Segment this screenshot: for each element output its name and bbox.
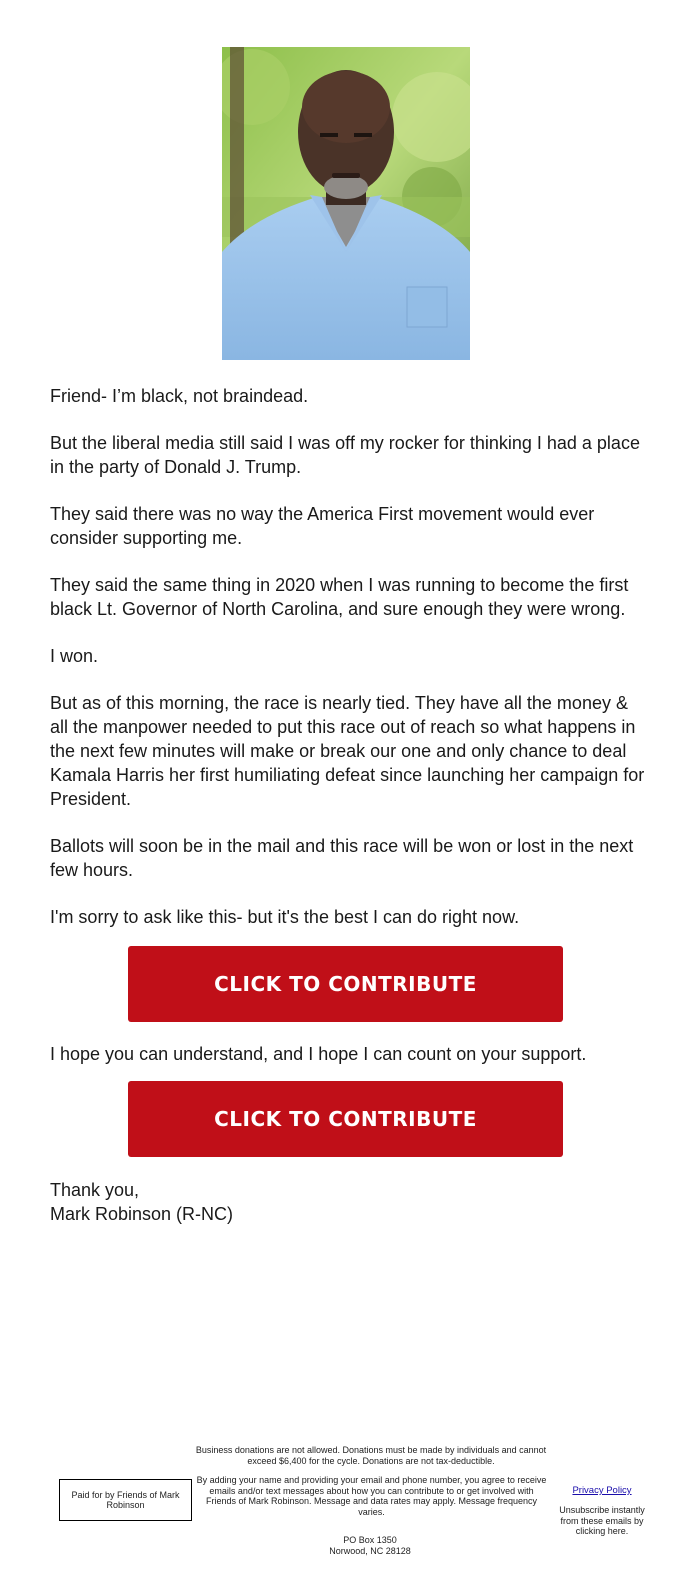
contribute-button[interactable]: CLICK TO CONTRIBUTE (128, 1081, 563, 1157)
unsubscribe-link[interactable]: Unsubscribe instantly from these emails by clicking here. (559, 1505, 645, 1536)
privacy-policy-link[interactable]: Privacy Policy (572, 1485, 632, 1496)
paragraph: I hope you can understand, and I hope I can count on your support. (50, 1044, 587, 1064)
paragraph: But as of this morning, the race is nearly tied. They have all the money & all the manpower needed to put this race out of reach so what happens in the next few minutes will make or break our one and only chance to deal Kamala Harris her first humiliating defeat since launching her campaign for President. (50, 693, 645, 809)
mailing-address (270, 1535, 470, 1556)
address-line: Norwood, NC 28128 (329, 1545, 411, 1556)
signoff-thanks: Thank you, (50, 1180, 140, 1200)
donation-notice: Business donations are not allowed. Donations must be made by individuals and cannot exceed $6,400 for the cycle. Donations are not tax-deductible. (195, 1445, 547, 1466)
paragraph: I'm sorry to ask like this- but it's the best I can do right now. (50, 907, 520, 927)
signoff (50, 1178, 650, 1226)
paragraph: They said the same thing in 2020 when I was running to become the first black Lt. Governor of North Carolina, and sure enough they were wrong. (50, 575, 629, 619)
paragraph: Ballots will soon be in the mail and this race will be won or lost in the next few hours. (50, 836, 634, 880)
consent-notice: By adding your name and providing your email and phone number, you agree to receive emails and/or text messages about how you can contribute to or get involved with Friends of Mark Robinson. Message and data rates may apply. Message frequency varies. (196, 1475, 547, 1517)
signoff-name: Mark Robinson (R-NC) (50, 1204, 234, 1224)
paragraph: They said there was no way the America First movement would ever consider supporting me. (50, 504, 595, 548)
candidate-photo (222, 47, 470, 360)
paragraph: But the liberal media still said I was off my rocker for thinking I had a place in the party of Donald J. Trump. (50, 433, 640, 477)
paragraph: I won. (50, 646, 99, 666)
contribute-button[interactable]: CLICK TO CONTRIBUTE (128, 946, 563, 1022)
paid-for-disclaimer (59, 1479, 192, 1521)
paragraph: Friend- I’m black, not braindead. (50, 386, 309, 406)
address-line: PO Box 1350 (343, 1535, 397, 1545)
candidate-portrait-image (222, 47, 470, 360)
paid-for-text: Paid for by Friends of Mark Robinson (71, 1489, 180, 1510)
email-body (50, 384, 650, 1226)
